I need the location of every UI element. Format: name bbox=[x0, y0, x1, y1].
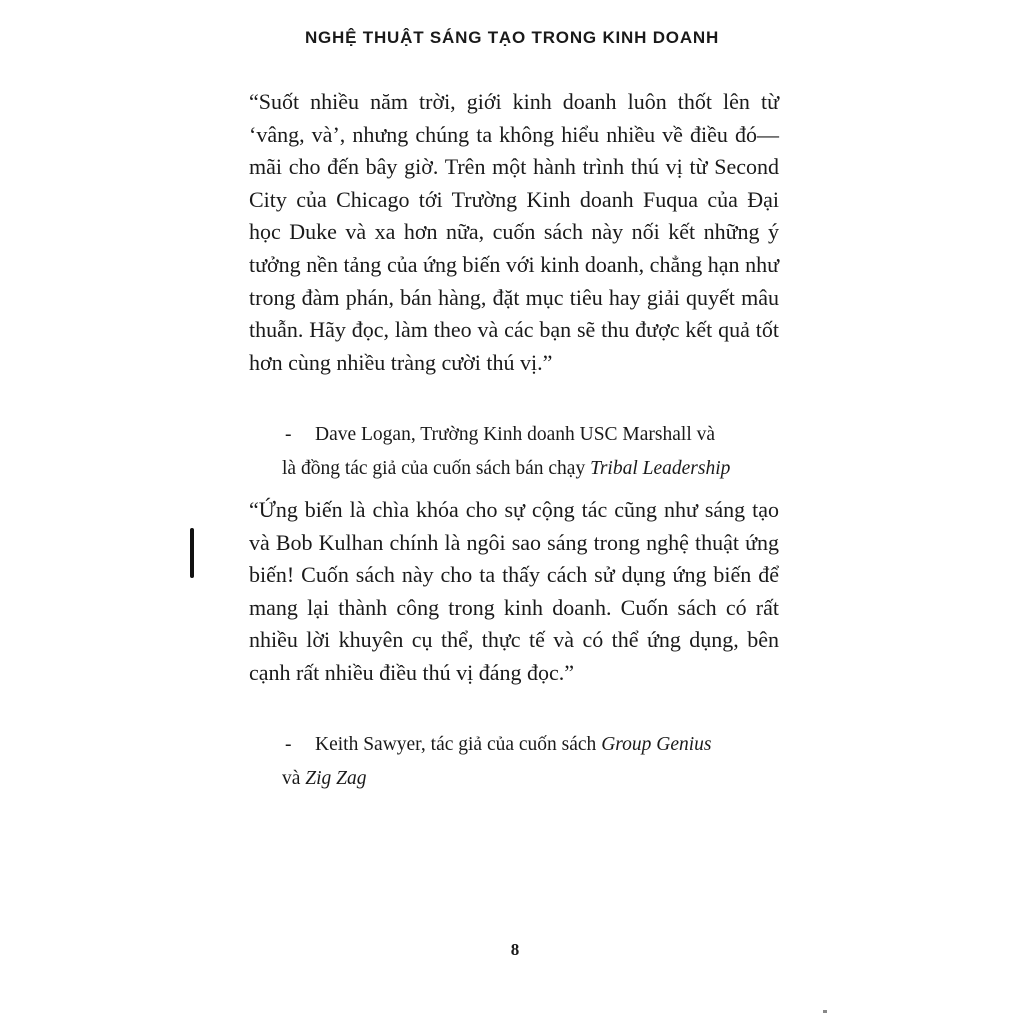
attribution-dash: - bbox=[285, 734, 292, 755]
attribution-text: Keith Sawyer, tác giả của cuốn sách bbox=[315, 734, 602, 755]
endorsement-quote-2: “Ứng biến là chìa khóa cho sự cộng tác cũng như sáng tạo và Bob Kulhan chính là ngôi sao sáng trong nghệ thuật ứng biến! Cuốn sách này cho ta thấy cách sử dụng ứng biến để mang lại thành công trong kinh doanh. Cuốn sách có rất nhiều lời khuyên cụ thể, thực tế và có thể ứng dụng, bên cạnh rất nhiều điều thú vị đáng đọc.” bbox=[249, 497, 779, 685]
book-title: Group Genius bbox=[601, 734, 712, 755]
attribution-line bbox=[249, 452, 779, 486]
page-number: 8 bbox=[510, 940, 520, 959]
endorsement-quote-1: “Suốt nhiều năm trời, giới kinh doanh luôn thốt lên từ ‘vâng, và’, nhưng chúng ta không hiểu nhiều về điều đó—mãi cho đến bây giờ. Trên một hành trình thú vị từ Second City của Chicago tới Trường Kinh doanh Fuqua của Đại học Duke và xa hơn nữa, cuốn sách này nối kết những ý tưởng nền tảng của ứng biến với kinh doanh, chẳng hạn như trong đàm phán, bán hàng, đặt mục tiêu hay giải quyết mâu thuẫn. Hãy đọc, làm theo và các bạn sẽ thu được kết quả tốt hơn cùng nhiều tràng cười thú vị.” bbox=[249, 89, 779, 375]
running-head: NGHỆ THUẬT SÁNG TẠO TRONG KINH DOANH bbox=[304, 28, 720, 47]
attribution-dash: - bbox=[285, 424, 292, 445]
attribution-text: và bbox=[282, 768, 306, 789]
endorsement-attribution-2 bbox=[249, 728, 779, 796]
attribution-line bbox=[249, 418, 779, 452]
attribution-line bbox=[249, 762, 779, 796]
attribution-text: là đồng tác giả của cuốn sách bán chạy bbox=[282, 458, 591, 479]
attribution-author: Dave Logan, Trường Kinh doanh USC Marshall và bbox=[315, 424, 716, 445]
endorsement-attribution-1 bbox=[249, 418, 779, 486]
attribution-line bbox=[249, 728, 779, 762]
scan-speck bbox=[823, 1010, 827, 1013]
book-title: Zig Zag bbox=[305, 768, 367, 789]
book-title: Tribal Leadership bbox=[590, 458, 731, 479]
binding-shadow-mark bbox=[190, 528, 194, 578]
